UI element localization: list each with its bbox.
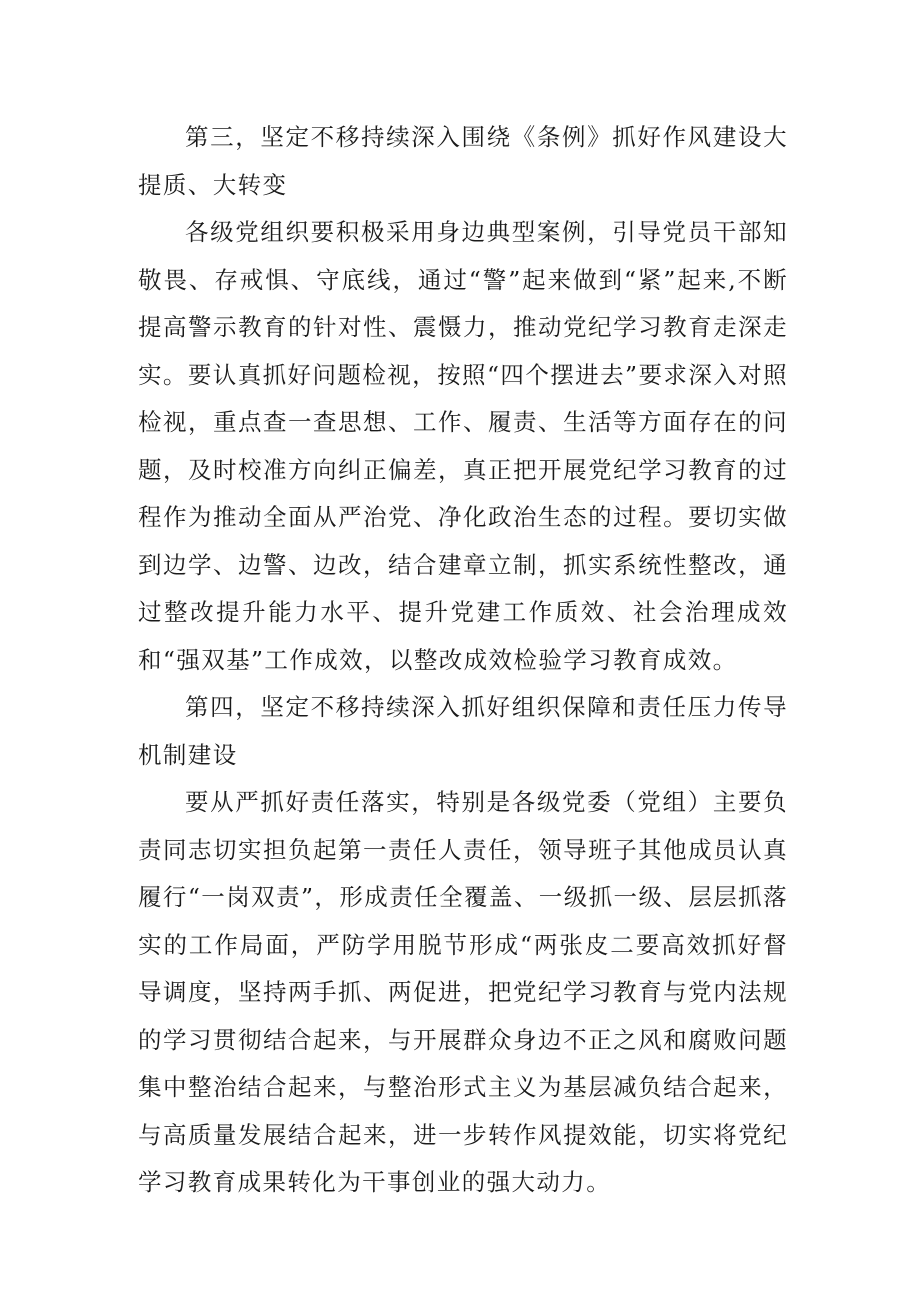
body-paragraph-fourth: 要从严抓好责任落实，特别是各级党委（党组）主要负责同志切实担负起第一责任人责任，领导班子其他成员认真履行“一岗双责”，形成责任全覆盖、一级抓一级、层层抓落实的工作局面，严防学用脱节形成“两张皮二要高效抓好督导调度，坚持两手抓、两促进，把党纪学习教育与党内法规的学习贯彻结合起来，与开展群众身边不正之风和腐败问题集中整治结合起来，与整治形式主义为基层减负结合起来，与高质量发展结合起来，进一步转作风提效能，切实将党纪学习教育成果转化为干事创业的强大动力。 — [138, 788, 788, 1196]
section-heading-third: 第三，坚定不移持续深入围绕《条例》抓好作风建设大提质、大转变 — [138, 123, 788, 199]
body-paragraph-third: 各级党组织要积极采用身边典型案例，引导党员干部知敬畏、存戒惧、守底线，通过“警”起来做到“紧”起来,不断提高警示教育的针对性、震慑力，推动党纪学习教育走深走实。要认真抓好问题检视，按照“四个摆进去”要求深入对照检视，重点查一查思想、工作、履责、生活等方面存在的问题，及时校准方向纠正偏差，真正把开展党纪学习教育的过程作为推动全面从严治党、净化政治生态的过程。要切实做到边学、边警、边改，结合建章立制，抓实系统性整改，通过整改提升能力水平、提升党建工作质效、社会治理成效和“强双基”工作成效，以整改成效检验学习教育成效。 — [138, 218, 788, 674]
section-heading-fourth: 第四，坚定不移持续深入抓好组织保障和责任压力传导机制建设 — [138, 693, 788, 769]
document-body — [138, 114, 788, 1207]
